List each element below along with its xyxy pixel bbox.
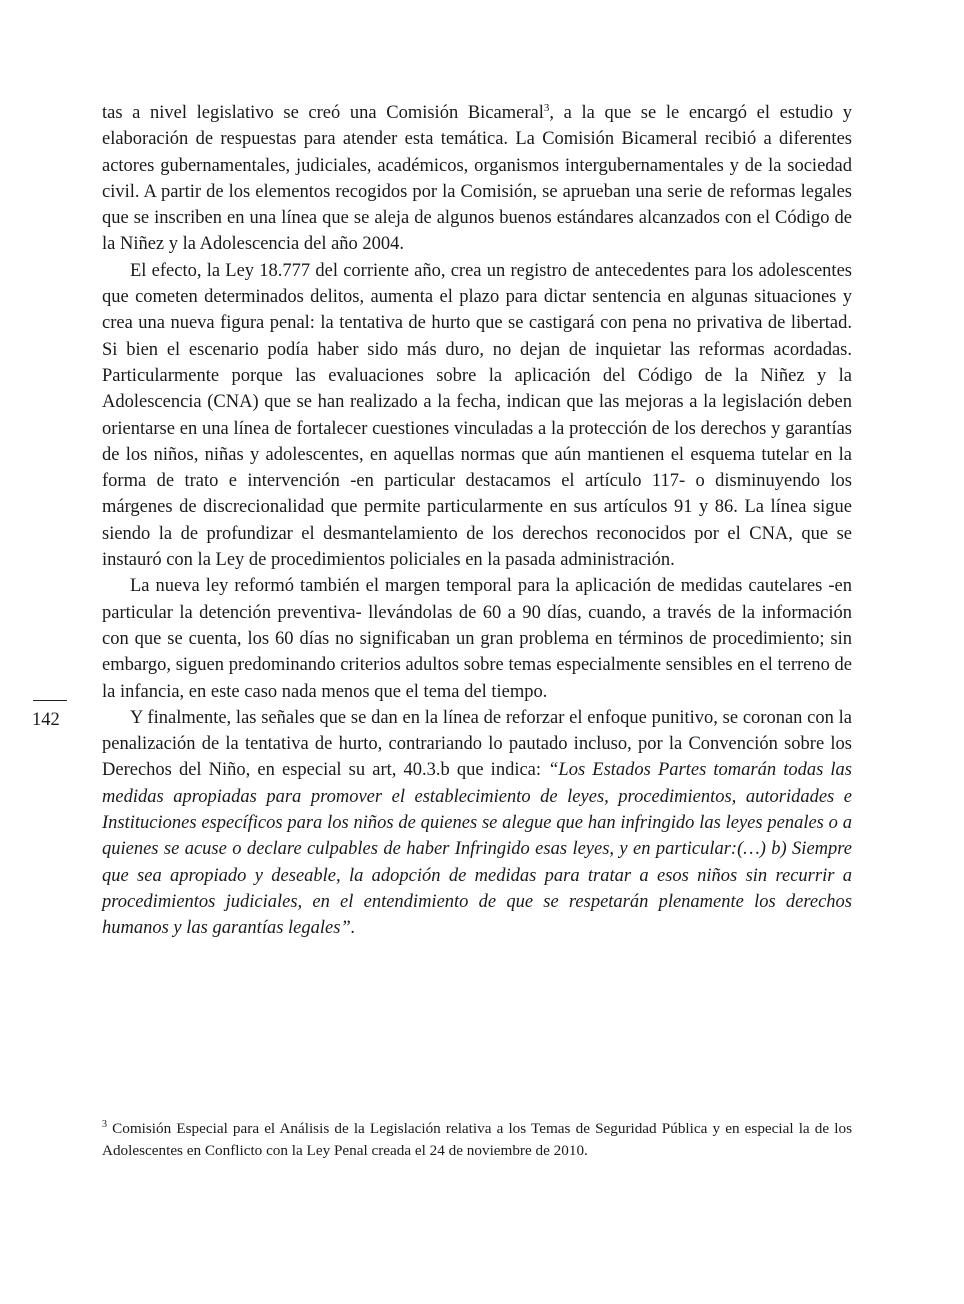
footnote-text: Comisión Especial para el Análisis de la Legislación relativa a los Temas de Seguridad Pública y en especial la de los Adolescentes en Conflicto con la Ley Penal creada el 24 de noviembre de 2010. bbox=[102, 1120, 852, 1159]
paragraph-1-text-cont: , a la que se le encargó el estudio y elaboración de respuestas para atender esta temática. La Comisión Bicameral recibió a diferentes actores gubernamentales, judiciales, académicos, organismos intergubernamentales y de la sociedad civil. A partir de los elementos recogidos por la Comisión, se aprueban una serie de reformas legales que se inscriben en una línea que se aleja de algunos buenos estándares alcanzados con el Código de la Niñez y la Adolescencia del año 2004. bbox=[102, 103, 852, 255]
footnote bbox=[102, 1118, 852, 1162]
page-number-rule bbox=[33, 700, 67, 701]
footnote-marker: 3 bbox=[102, 1118, 107, 1130]
paragraph-1-text: tas a nivel legislativo se creó una Comisión Bicameral bbox=[102, 103, 544, 123]
body-text bbox=[102, 100, 852, 942]
paragraph-4-text: Y finalmente, las señales que se dan en la línea de reforzar el enfoque punitivo, se coronan con la penalización de la tentativa de hurto, contrariando lo pautado incluso, por la Convención sobre los Derechos del Niño, en especial su art, 40.3.b que indica: bbox=[102, 707, 852, 781]
footnote-reference: 3 bbox=[543, 101, 550, 114]
paragraph-2: El efecto, la Ley 18.777 del corriente año, crea un registro de antecedentes para los adolescentes que cometen determinados delitos, aumenta el plazo para dictar sentencia en algunas situaciones y crea una nueva figura penal: la tentativa de hurto que se castigará con pena no privativa de libertad. Si bien el escenario podía haber sido más duro, no dejan de inquietar las reformas acordadas. Particularmente porque las evaluaciones sobre la aplicación del Código de la Niñez y la Adolescencia (CNA) que se han realizado a la fecha, indican que las mejoras a la legislación deben orientarse en una línea de fortalecer cuestiones vinculadas a la protección de los derechos y garantías de los niños, niñas y adolescentes, en aquellas normas que aún mantienen el esquema tutelar en la forma de trato e intervención -en particular destacamos el artículo 117- o disminuyendo los márgenes de discrecionalidad que permite particularmente en sus artículos 91 y 86. La línea sigue siendo la de profundizar el desmantelamiento de los derechos reconocidos por el CNA, que se instauró con la Ley de procedimientos policiales en la pasada administración. bbox=[102, 260, 852, 571]
paragraph-1 bbox=[102, 100, 852, 258]
paragraph-4 bbox=[102, 705, 852, 942]
paragraph-3: La nueva ley reformó también el margen temporal para la aplicación de medidas cautelares -en particular la detención preventiva- llevándolas de 60 a 90 días, cuando, a través de la información con que se cuenta, los 60 días no significaban un gran problema en términos de procedimiento; sin embargo, siguen predominando criterios adultos sobre temas especialmente sensibles en el terreno de la infancia, en este caso nada menos que el tema del tiempo. bbox=[102, 576, 852, 702]
page-number: 142 bbox=[32, 710, 60, 730]
legal-quote: “Los Estados Partes tomarán todas las medidas apropiadas para promover el establecimiento de leyes, procedimientos, autoridades e Instituciones específicos para los niños de quienes se alegue que han infringido las leyes penales o a quienes se acuse o declare culpables de haber Infringido esas leyes, y en particular:(…) b) Siempre que sea apropiado y deseable, la adopción de medidas para tratar a esos niños sin recurrir a procedimientos judiciales, en el entendimiento de que se respetarán plenamente los derechos humanos y las garantías legales”. bbox=[102, 760, 852, 939]
